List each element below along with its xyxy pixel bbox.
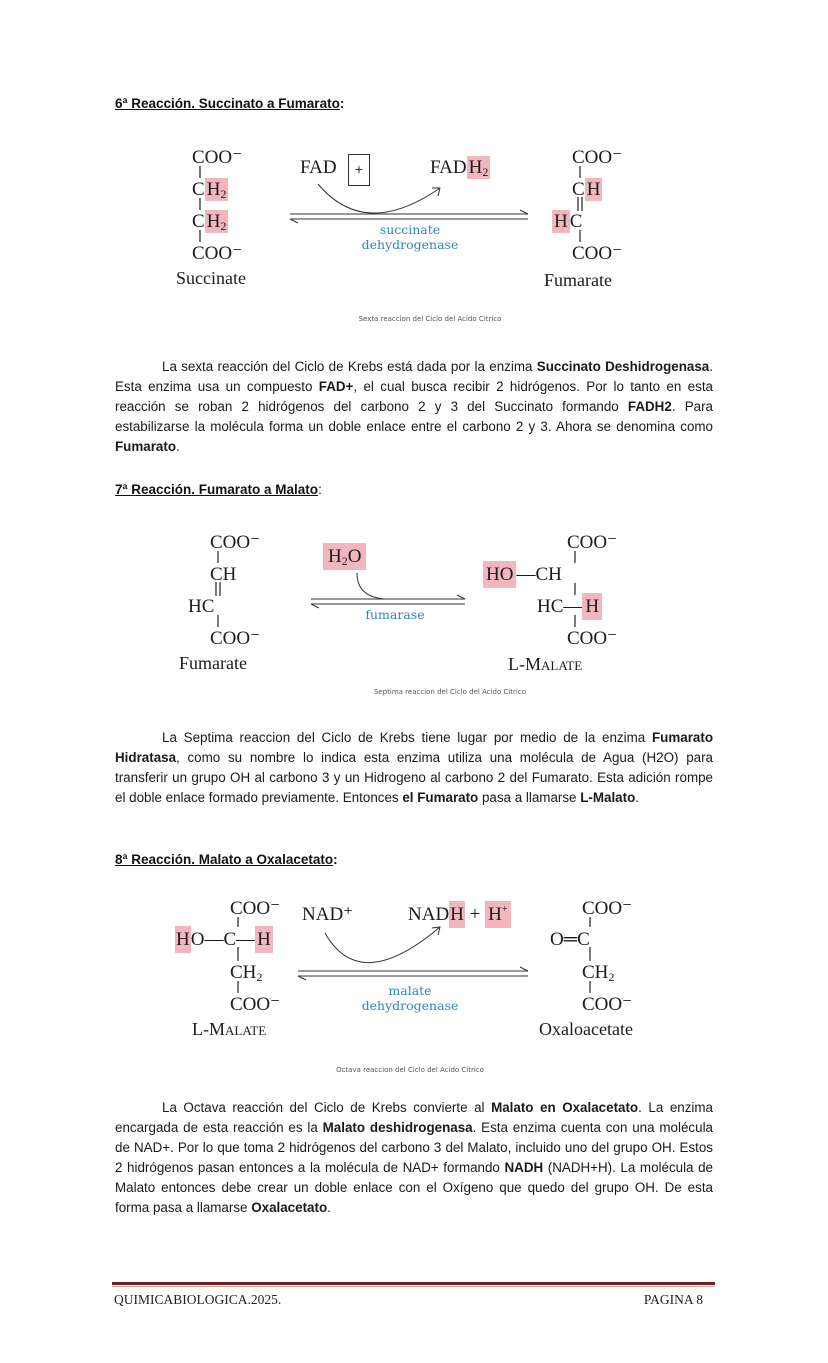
l-malate-label: L-Malate xyxy=(192,1019,267,1039)
fumarate-ch: CH xyxy=(210,564,237,585)
malate-hc-h: HC— H xyxy=(537,597,602,616)
fumarate-coo-bottom: COO⁻ xyxy=(210,628,261,649)
succinate-coo-top: COO⁻ xyxy=(192,147,243,168)
figure-caption-7: Septima reaccion del Ciclo del Acido Citrico xyxy=(373,688,527,696)
text: . xyxy=(635,790,639,805)
oxaloacetate-coo-top: COO⁻ xyxy=(582,898,633,919)
text: La Septima reaccion del Ciclo de Krebs tiene lugar por medio de la enzima xyxy=(162,730,652,745)
malate-coo-bottom: COO⁻ xyxy=(567,628,618,649)
footer-page-number: PAGINA 8 xyxy=(643,1292,703,1307)
bold-text: FADH2 xyxy=(627,399,672,414)
bold-text: FAD+ xyxy=(318,379,354,394)
malate-ho-c-h: HO—C— H xyxy=(175,930,273,949)
reaction-7-figure xyxy=(175,525,655,685)
enzyme-succinate-dehydrogenase xyxy=(340,222,480,252)
fumarate-hc: H C xyxy=(554,211,583,232)
enzyme-line-2: dehydrogenase xyxy=(361,998,459,1013)
section-heading-8 xyxy=(115,852,338,867)
text: pasa a llamarse xyxy=(478,790,581,805)
heading-text: 6ª Reacción. Succinato a Fumarato xyxy=(115,96,340,111)
footer-site-label: QUIMICABIOLOGICA.2025. xyxy=(114,1292,282,1307)
text: . xyxy=(176,439,180,454)
section-heading-7 xyxy=(115,482,322,497)
bold-text: el Fumarato xyxy=(402,790,479,805)
reaction-8-figure xyxy=(170,895,660,1055)
enzyme-line-2: dehydrogenase xyxy=(361,237,459,252)
reaction-6-figure xyxy=(170,140,660,300)
bold-text: Malato deshidrogenasa xyxy=(322,1120,473,1135)
bold-text: Fumarato Hidratasa xyxy=(115,730,713,765)
text: La Octava reacción del Ciclo de Krebs convierte al xyxy=(162,1100,492,1115)
text: La sexta reacción del Ciclo de Krebs está dada por la enzima xyxy=(162,359,537,374)
fumarate-label: Fumarate xyxy=(544,270,612,290)
fumarate-hc: HC xyxy=(188,596,215,617)
fadh2-label: FAD $H_2$ xyxy=(430,157,489,179)
text: . Esta enzima cuenta con una molécula de NAD+. Por lo que toma 2 hidrógenos del carbono 3 del Malato, incluido uno del grupo OH. Estos 2 hidrógenos pasan entonces a la molécula de NAD+ formando xyxy=(115,1120,713,1175)
bold-text: Succinato Deshidrogenasa xyxy=(536,359,710,374)
bold-text: L-Malato xyxy=(580,790,636,805)
fumarate-coo-top: COO⁻ xyxy=(572,147,623,168)
oxaloacetate-o-c: O═C xyxy=(550,929,590,950)
text: , como su nombre lo indica esta enzima utiliza una molécula de Agua (H2O) para transferir un grupo OH al carbono 3 y un Hidrogeno al carbono 2 del Fumarato. Esta adición rompe el doble enlace formado previamente. Entonces xyxy=(115,750,713,805)
fumarate-label: Fumarate xyxy=(179,653,247,673)
text: . Esta enzima usa un compuesto xyxy=(115,359,713,394)
water-reagent: $H_2O$ xyxy=(323,547,366,567)
l-malate-label: L-Malate xyxy=(508,654,583,674)
bold-text: Fumarato xyxy=(115,439,177,454)
succinate-ch2-1: C $H_2$ xyxy=(192,179,227,201)
malate-coo-top: COO⁻ xyxy=(230,898,281,919)
figure-caption-6: Sexta reaccion del Ciclo del Acido Citrico xyxy=(358,315,502,323)
fad-label: FAD xyxy=(300,157,337,178)
text: . Para estabilizarse la molécula forma un doble enlace entre el carbono 2 y 3. Ahora se denomina como xyxy=(115,399,713,434)
heading-text: 7ª Reacción. Fumarato a Malato xyxy=(115,482,319,497)
oxaloacetate-coo-bottom: COO⁻ xyxy=(582,994,633,1015)
oxaloacetate-label: Oxaloacetate xyxy=(539,1019,633,1039)
text: , el cual busca recibir 2 hidrógenos. Por lo tanto en esta reacción se roban 2 hidrógenos del carbono 2 y 3 del Succinato formando xyxy=(115,379,713,414)
heading-text: 8ª Reacción. Malato a Oxalacetato xyxy=(115,852,334,867)
heading-colon: : xyxy=(339,96,345,111)
succinate-ch2-2: C $H_2$ xyxy=(192,211,227,233)
nadh-h-label: NADH + H+ xyxy=(408,905,511,924)
paragraph-6 xyxy=(115,357,713,457)
fumarate-coo-top: COO⁻ xyxy=(210,532,261,553)
malate-ho-ch: HO —CH xyxy=(483,565,562,584)
succinate-label: Succinate xyxy=(176,268,246,288)
paragraph-7 xyxy=(115,728,713,808)
figure-caption-8: Octava reaccion del Ciclo del Acido Citrico xyxy=(336,1066,484,1074)
text: (NADH+H). La molécula de Malato entonces debe crear un doble enlace con el Oxígeno que quedo del grupo OH. De esta forma pasa a llamarse xyxy=(115,1160,713,1215)
text: . xyxy=(327,1200,331,1215)
section-heading-6 xyxy=(115,96,344,111)
footer-divider xyxy=(112,1282,715,1285)
fad-plus-box: + xyxy=(348,154,370,186)
paragraph-8 xyxy=(115,1098,713,1218)
bold-text: NADH xyxy=(504,1160,544,1175)
enzyme-line-1: malate xyxy=(388,983,432,998)
nad-plus-label: NAD⁺ xyxy=(302,904,354,925)
fumarate-ch: C H xyxy=(572,179,601,200)
bold-text: Malato en Oxalacetato xyxy=(491,1100,639,1115)
succinate-coo-bottom: COO⁻ xyxy=(192,243,243,264)
enzyme-fumarase: fumarase xyxy=(365,607,425,622)
footer-divider-thin xyxy=(112,1286,715,1287)
heading-colon: : xyxy=(333,852,338,867)
bold-text: Oxalacetato xyxy=(251,1200,328,1215)
enzyme-line-1: succinate xyxy=(379,222,441,237)
malate-ch2: $CH_2$ xyxy=(230,962,263,984)
enzyme-malate-dehydrogenase xyxy=(340,983,480,1013)
text: . La enzima encargada de esta reacción es la xyxy=(115,1100,713,1135)
heading-colon: : xyxy=(318,482,322,497)
fumarate-coo-bottom: COO⁻ xyxy=(572,243,623,264)
oxaloacetate-ch2: $CH_2$ xyxy=(582,962,615,984)
malate-coo-bottom: COO⁻ xyxy=(230,994,281,1015)
malate-coo-top: COO⁻ xyxy=(567,532,618,553)
